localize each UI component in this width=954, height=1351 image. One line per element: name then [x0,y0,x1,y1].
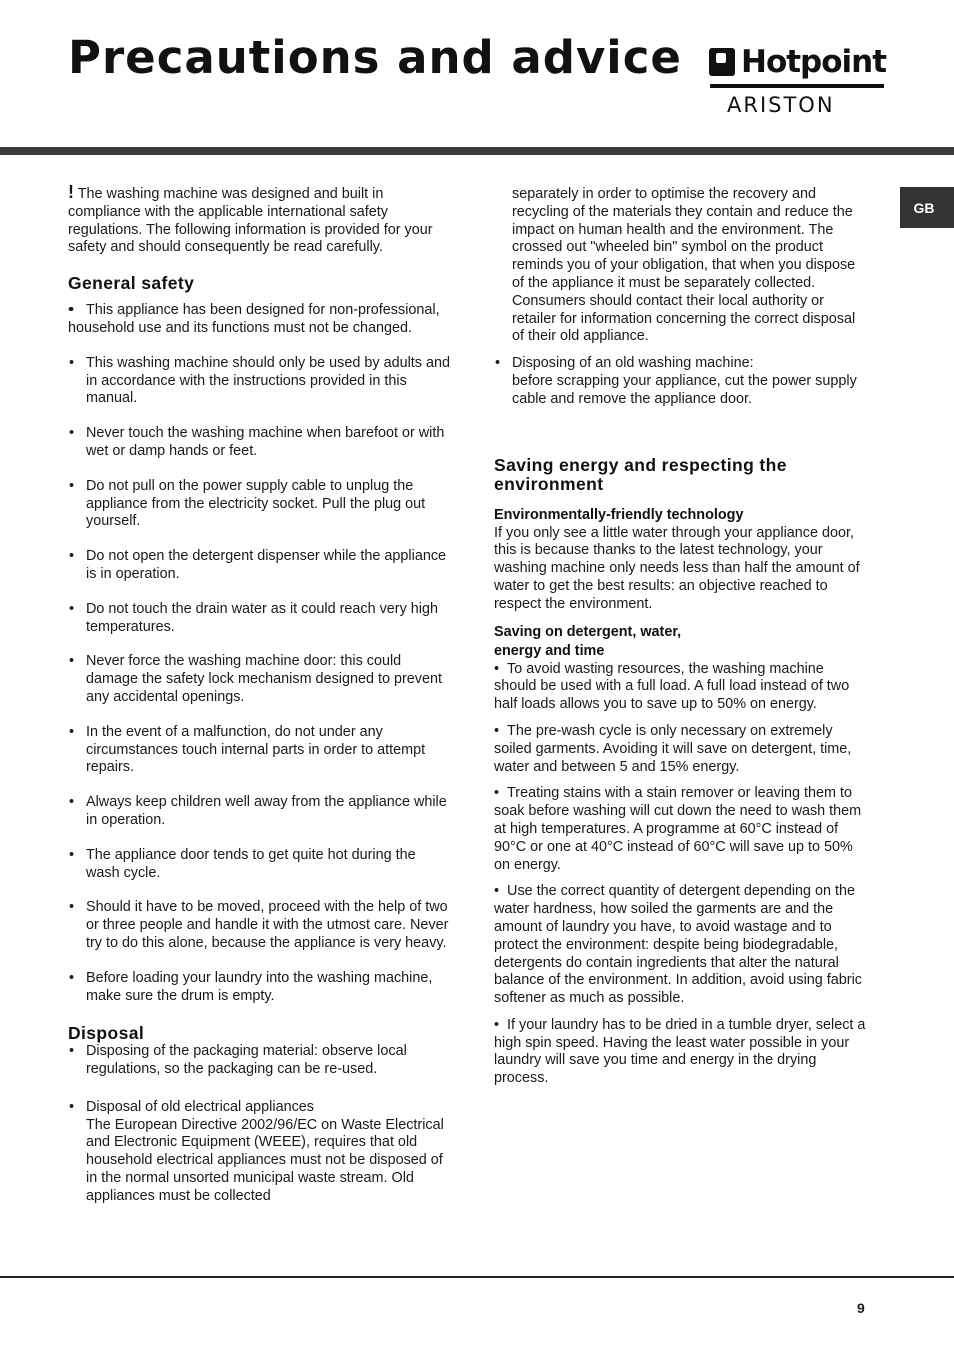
hotpoint-ariston-logo [709,44,885,118]
left-column [68,184,452,1206]
saving-item: • To avoid wasting resources, the washing machine should be used with a full load. A full load instead of two half loads allows you to save up to 50% on energy. [494,660,850,713]
logo-sub-name: ARISTON [727,93,835,117]
disposal-consumers-text: Consumers should contact their local authority or retailer for information concerning the correct disposal of their old appliance. [512,292,856,345]
saving-item: • Use the correct quantity of detergent depending on the water hardness, how soiled the garments are and the amount of laundry you have, to avoid wastage and to protect the environment: despite being biodegradable, detergents do contain ingredients that alter the natural balance of the environment. In addition, avoid using fabric softener as much as possible. [494,883,862,1007]
intro-paragraph [68,184,452,257]
disposal-heading: Disposal [68,1023,145,1044]
footer-divider [0,1276,954,1278]
safety-item: • Do not open the detergent dispenser while the appliance is in operation. [68,548,452,584]
general-safety-heading: General safety [68,273,195,294]
right-column [494,186,868,1088]
safety-item: • Do not pull on the power supply cable to unplug the appliance from the electricity socket. Pull the plug out yourself. [68,478,452,531]
logo-divider [710,84,884,88]
eco-tech-text: If you only see a little water through your appliance door, this is because thanks to the latest technology, your washing machine only needs less than half the amount of water to get the best results: an objective reached to respect the environment. [494,524,860,612]
disposal-old-machine-title: • Disposing of an old washing machine: [494,355,868,373]
disposal-weee-text: The European Directive 2002/96/EC on Waste Electrical and Electronic Equipment (WEEE), requires that old household electrical appliances must not be disposed of in the normal unsorted municipal waste stream. Old appliances must be collected [86,1116,444,1204]
saving-heading-line-1: Saving on detergent, water, [494,623,682,640]
disposal-old-machine-text: before scrapping your appliance, cut the power supply cable and remove the appliance door. [512,372,857,407]
saving-item: • Treating stains with a stain remover or leaving them to soak before washing will cut down the need to wash them at high temperatures. A programme at 60°C instead of 90°C or one at 40°C instead of 60°C will save up to 50% on energy. [494,785,862,873]
safety-item: • In the event of a malfunction, do not under any circumstances touch internal parts in order to attempt repairs. [68,724,452,777]
eco-tech-heading: Environmentally-friendly technology [494,506,744,523]
disposal-weee-text-continued: separately in order to optimise the recovery and recycling of the materials they contain and reduce the impact on human health and the environment. The crossed out "wheeled bin" symbol on the product reminds you of your obligation, that when you dispose of the appliance it must be separately collected. [512,186,856,291]
safety-item: • Never touch the washing machine when barefoot or with wet or damp hands or feet. [68,425,452,461]
logo-brand-name: Hotpoint [741,44,887,80]
disposal-weee-title: • Disposal of old electrical appliances [68,1099,452,1117]
disposal-packaging-item: • Disposing of the packaging material: observe local regulations, so the packaging can be re-used. [68,1043,452,1079]
safety-item: • Should it have to be moved, proceed with the help of two or three people and handle it with the utmost care. Never try to do this alone, because the appliance is very heavy. [68,899,452,952]
safety-item: • Never force the washing machine door: this could damage the safety lock mechanism designed to prevent any accidental openings. [68,653,452,706]
safety-item: • This washing machine should only be used by adults and in accordance with the instructions provided in this manual. [68,355,452,408]
language-tab: GB [900,187,954,228]
safety-item: • The appliance door tends to get quite hot during the wash cycle. [68,847,452,883]
safety-item: • Do not touch the drain water as it could reach very high temperatures. [68,601,452,637]
header-divider [0,147,954,155]
warning-icon: ! [68,182,74,202]
saving-item: • The pre-wash cycle is only necessary on extremely soiled garments. Avoiding it will save on detergent, time, water and between 5 and 15% energy. [494,722,852,775]
safety-item: • Before loading your laundry into the washing machine, make sure the drum is empty. [68,970,452,1006]
safety-item: • • This appliance has been designed for non-professional, household use and its functions must not be changed. [68,302,452,338]
energy-heading: Saving energy and respecting the environment [494,454,787,494]
hotpoint-mark-icon [709,48,735,76]
intro-text: The washing machine was designed and built in compliance with the applicable international safety regulations. The following information is provided for your safety and should consequently be read carefully. [68,186,433,256]
page-number: 9 [857,1300,865,1316]
saving-heading-line-2: energy and time [494,642,605,659]
saving-item: • If your laundry has to be dried in a tumble dryer, select a high spin speed. Having the least water possible in your laundry will save you time and energy in the drying process. [494,1016,866,1087]
safety-item: • Always keep children well away from the appliance while in operation. [68,794,452,830]
page-title: Precautions and advice [68,31,682,84]
